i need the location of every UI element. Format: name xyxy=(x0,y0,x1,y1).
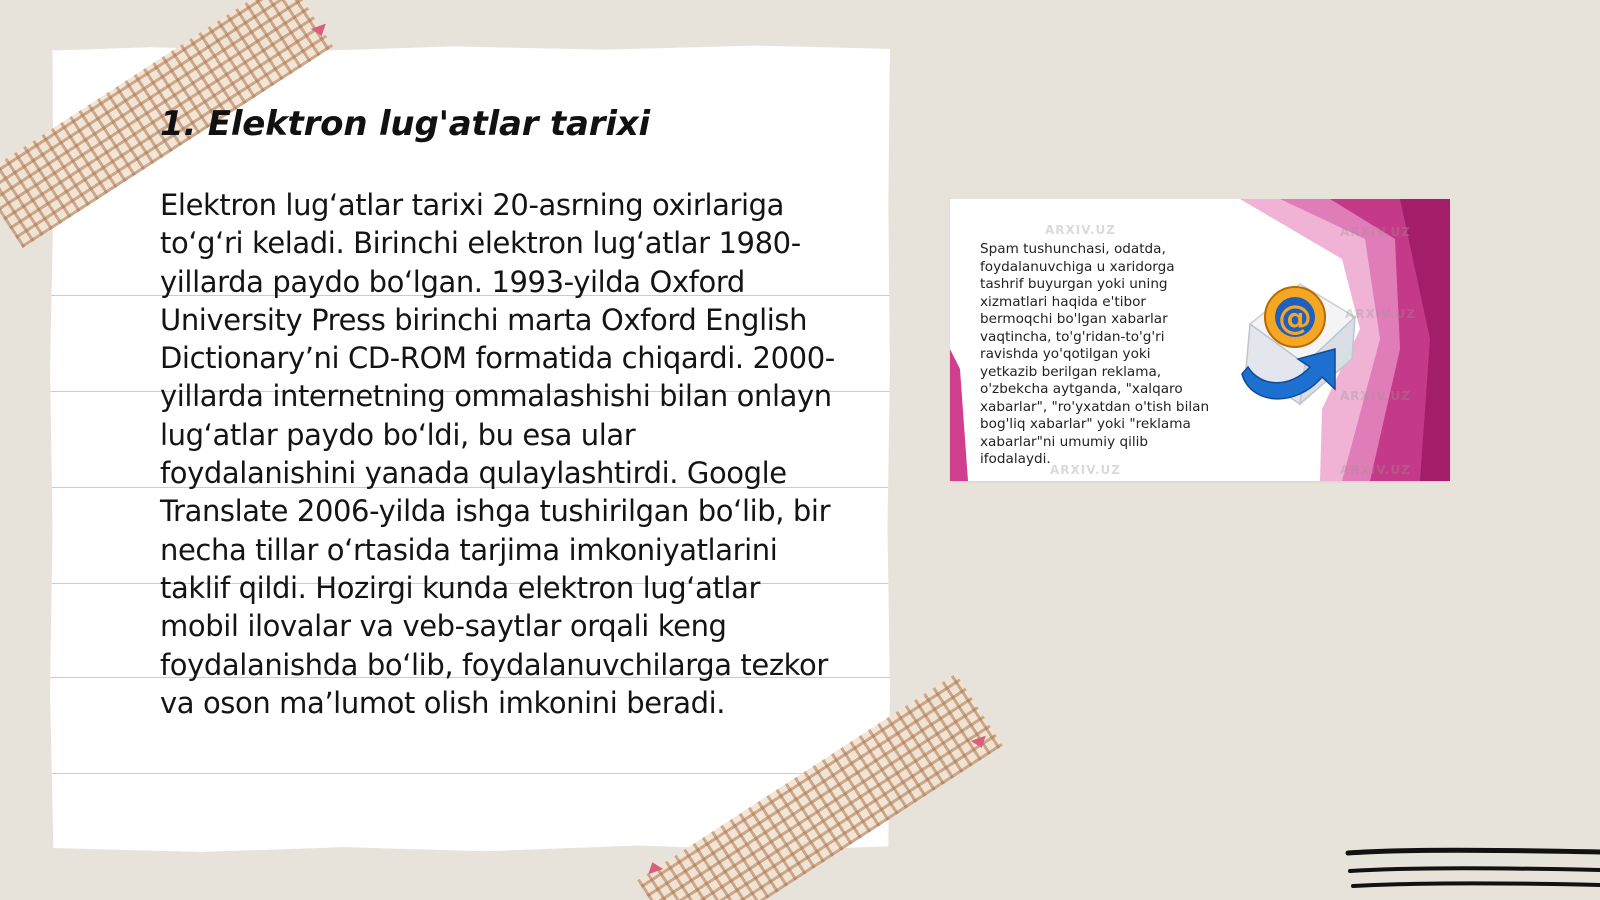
slide-body-text: Elektron lug‘atlar tarixi 20-asrning oxirlariga to‘g‘ri keladi. Birinchi elektron lug‘atlar 1980-yillarda paydo bo‘lgan. 1993-yilda Oxford University Press birinchi marta Oxford English Dictionary’ni CD-ROM formatida chiqardi. 2000-yillarda internetning ommalashishi bilan onlayn lug‘atlar paydo bo‘ldi, bu esa ular foydalanishini yanada qulaylashtirdi. Google Translate 2006-yilda ishga tushirilgan bo‘lib, bir necha tillar o‘rtasida tarjima imkoniyatlarini taklif qildi. Hozirgi kunda elektron lug‘atlar mobil ilovalar va veb-saytlar orqali keng foydalanishda bo‘lib, foydalanuvchilarga tezkor va oson ma’lumot olish imkonini beradi. xyxy=(160,188,835,720)
watermark-text: ARXIV.UZ xyxy=(1345,307,1416,321)
watermark-text: ARXIV.UZ xyxy=(1340,463,1411,477)
at-symbol-graphic xyxy=(1265,287,1325,347)
svg-text:@: @ xyxy=(1278,298,1312,338)
watermark-text: ARXIV.UZ xyxy=(1050,463,1121,477)
watermark-text: ARXIV.UZ xyxy=(1340,389,1411,403)
scribble-lines xyxy=(1345,846,1600,896)
watermark-text: ARXIV.UZ xyxy=(1340,225,1411,239)
slide-title: 1. Elektron lug'atlar tarixi xyxy=(160,104,650,144)
ruled-line xyxy=(50,773,890,774)
spam-description-text: Spam tushunchasi, odatda, foydalanuvchiga u xaridorga tashrif buyurgan yoki uning xizmatlari haqida e'tibor bermoqchi bo'lgan xabarlar vaqtincha, to'g'ridan-to'g'ri ravishda yo'qotilgan yoki yetkazib berilgan reklama, o'zbekcha aytganda, "xalqaro xabarlar", "ro'yxatdan o'tish bilan bog'liq xabarlar" yoki "reklama xabarlar"ni umumiy qilib ifodalaydi. xyxy=(980,241,1210,467)
watermark-text: ARXIV.UZ xyxy=(1045,223,1116,237)
spam-info-image xyxy=(950,199,1450,481)
